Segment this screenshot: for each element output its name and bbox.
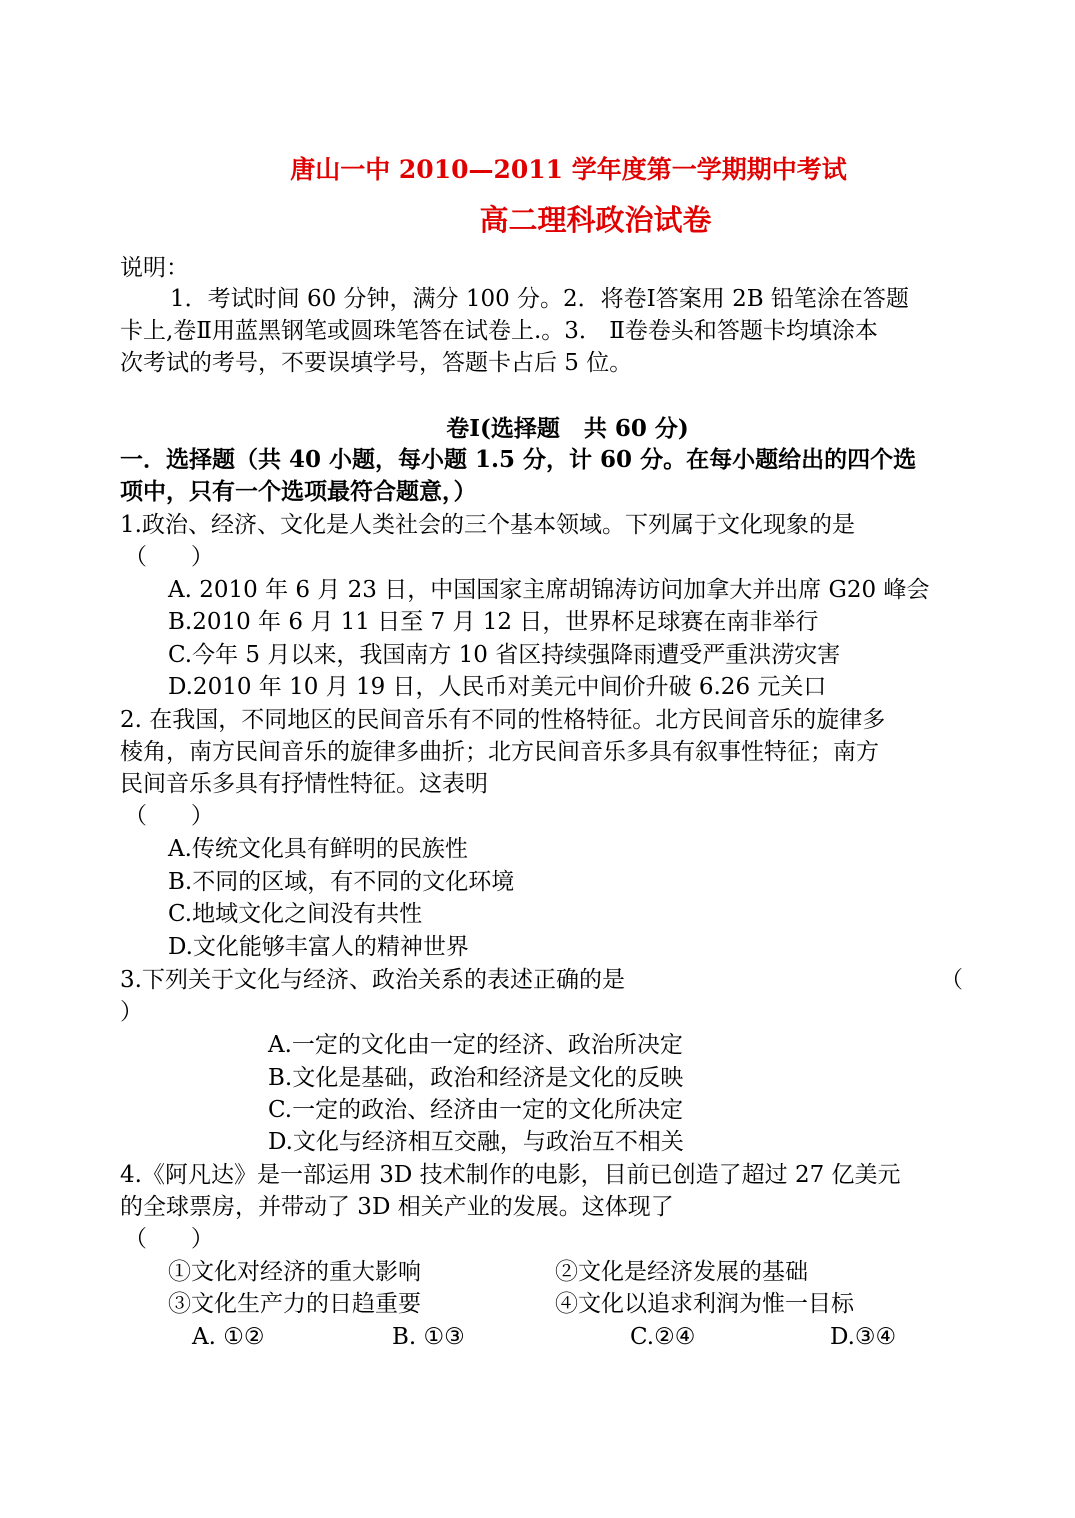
option-d: D.文化能够丰富人的精神世界 [168, 934, 469, 960]
option-c: C.②④ [630, 1324, 696, 1350]
school-exam-title: 唐山一中 2010—2011 学年度第一学期期中考试 [290, 155, 847, 184]
paper-title: 高二理科政治试卷 [479, 203, 712, 237]
statement-2: ②文化是经济发展的基础 [555, 1259, 808, 1285]
option-c: C.地域文化之间没有共性 [168, 901, 423, 927]
option-b: B.文化是基础，政治和经济是文化的反映 [268, 1065, 684, 1091]
statement-4: ④文化以追求利润为惟一目标 [555, 1291, 854, 1317]
option-b: B.2010 年 6 月 11 日至 7 月 12 日，世界杯足球赛在南非举行 [168, 609, 819, 635]
answer-bracket: ） [120, 999, 143, 1025]
option-b: B. ①③ [392, 1324, 465, 1350]
question-2-stem: 2. 在我国，不同地区的民间音乐有不同的性格特征。北方民间音乐的旋律多 [120, 707, 886, 733]
answer-bracket: （ ） [124, 803, 214, 829]
option-a: A. 2010 年 6 月 23 日，中国国家主席胡锦涛访问加拿大并出席 G20 峰会 [168, 577, 930, 603]
statement-3: ③文化生产力的日趋重要 [168, 1291, 421, 1317]
statement-1: ①文化对经济的重大影响 [168, 1259, 421, 1285]
question-2-stem: 民间音乐多具有抒情性特征。这表明 [120, 771, 488, 797]
question-3-stem: 3.下列关于文化与经济、政治关系的表述正确的是 [120, 967, 625, 993]
option-d: D.2010 年 10 月 19 日，人民币对美元中间价升破 6.26 元关口 [168, 674, 827, 700]
question-2-stem: 棱角，南方民间音乐的旋律多曲折；北方民间音乐多具有叙事性特征；南方 [120, 739, 879, 765]
instructions-label: 说明： [120, 255, 189, 281]
option-c: C.今年 5 月以来，我国南方 10 省区持续强降雨遭受严重洪涝灾害 [168, 642, 841, 668]
instructions-line: 次考试的考号，不要误填学号，答题卡占后 5 位。 [120, 350, 633, 376]
question-1-stem: 1.政治、经济、文化是人类社会的三个基本领域。下列属于文化现象的是 [120, 512, 855, 538]
option-b: B.不同的区域，有不同的文化环境 [168, 869, 515, 895]
answer-bracket: （ ） [124, 1226, 214, 1252]
question-4-stem: 4.《阿凡达》是一部运用 3D 技术制作的电影，目前已创造了超过 27 亿美元 [120, 1162, 901, 1188]
answer-bracket: （ ） [124, 544, 214, 570]
question-4-stem: 的全球票房，并带动了 3D 相关产业的发展。这体现了 [120, 1194, 674, 1220]
option-a: A.一定的文化由一定的经济、政治所决定 [268, 1032, 683, 1058]
instructions-line: 1．考试时间 60 分钟，满分 100 分。2．将卷Ⅰ答案用 2B 铅笔涂在答题 [170, 286, 909, 312]
option-a: A. ①② [192, 1324, 265, 1350]
answer-bracket: （ [940, 967, 963, 993]
section-intro-line: 一．选择题（共 40 小题，每小题 1.5 分，计 60 分。在每小题给出的四个选 [120, 446, 917, 473]
option-d: D.文化与经济相互交融，与政治互不相关 [268, 1129, 684, 1155]
option-d: D.③④ [830, 1324, 897, 1350]
section-intro-line: 项中，只有一个选项最符合题意，） [120, 478, 477, 505]
instructions-line: 卡上,卷Ⅱ用蓝黑钢笔或圆珠笔答在试卷上.。3． Ⅱ卷卷头和答题卡均填涂本 [120, 318, 878, 344]
section-heading: 卷Ⅰ(选择题 共 60 分) [446, 415, 689, 442]
option-a: A.传统文化具有鲜明的民族性 [168, 836, 468, 862]
option-c: C.一定的政治、经济由一定的文化所决定 [268, 1097, 684, 1123]
